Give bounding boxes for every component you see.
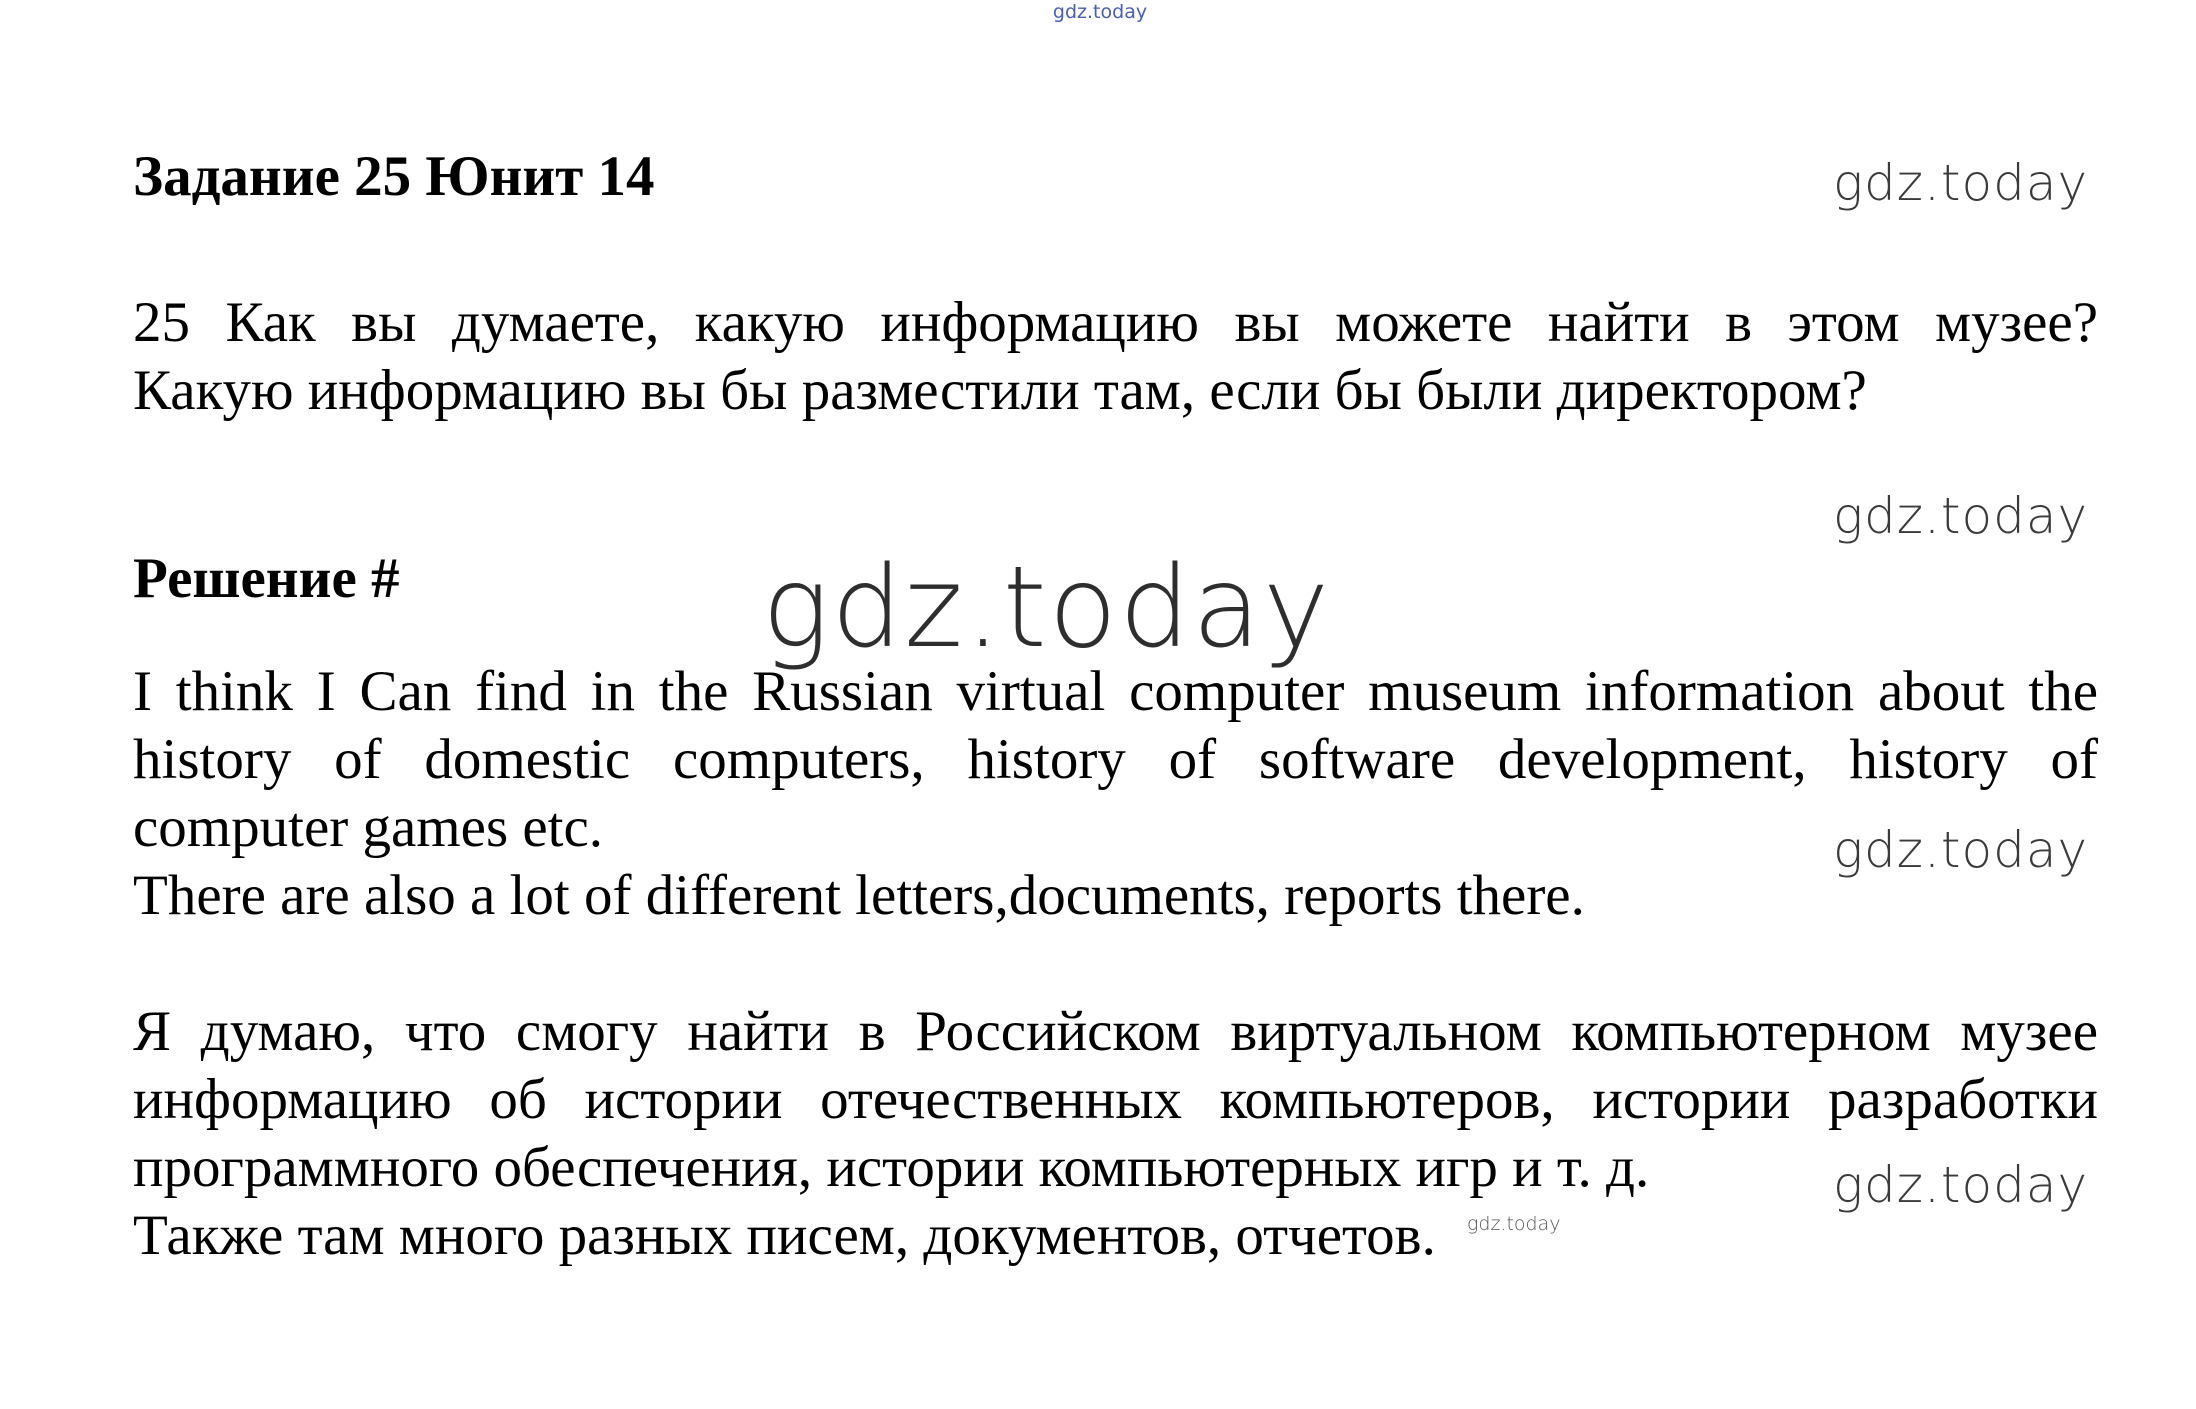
- task-question: [133, 289, 2098, 425]
- english-line-2: history of domestic computers, history of software development, history of: [133, 728, 2098, 791]
- solution-heading: Решение #: [133, 547, 400, 610]
- russian-line-4: Также там много разных писем, документов, отчетов.: [133, 1204, 1436, 1267]
- task-question-line-2: Какую информацию вы бы разместили там, если бы были директором?: [133, 359, 1867, 422]
- solution-english: [133, 658, 2098, 930]
- task-question-line-1: 25 Как вы думаете, какую информацию вы можете найти в этом музее?: [133, 291, 2098, 354]
- watermark-right-4: gdz.today: [1833, 1156, 2089, 1214]
- watermark-right-1: gdz.today: [1833, 154, 2089, 212]
- task-title: Задание 25 Юнит 14: [133, 145, 655, 208]
- watermark-top: gdz.today: [1052, 1, 1148, 23]
- english-line-3: computer games etc.: [133, 796, 604, 859]
- russian-line-3: программного обеспечения, истории компьютерных игр и т. д.: [133, 1136, 1650, 1199]
- watermark-center-large: gdz.today: [762, 543, 1332, 673]
- russian-line-1: Я думаю, что смогу найти в Российском виртуальном компьютерном музее: [133, 1000, 2098, 1063]
- watermark-bottom-small: gdz.today: [1467, 1213, 1561, 1235]
- russian-line-2: информацию об истории отечественных компьютеров, истории разработки: [133, 1068, 2098, 1131]
- english-line-4: There are also a lot of different letters,documents, reports there.: [133, 864, 1585, 927]
- english-line-1: I think I Can find in the Russian virtual computer museum information about the: [133, 660, 2098, 723]
- solution-russian: [133, 998, 2098, 1270]
- watermark-right-2: gdz.today: [1833, 487, 2089, 545]
- watermark-right-3: gdz.today: [1833, 821, 2089, 879]
